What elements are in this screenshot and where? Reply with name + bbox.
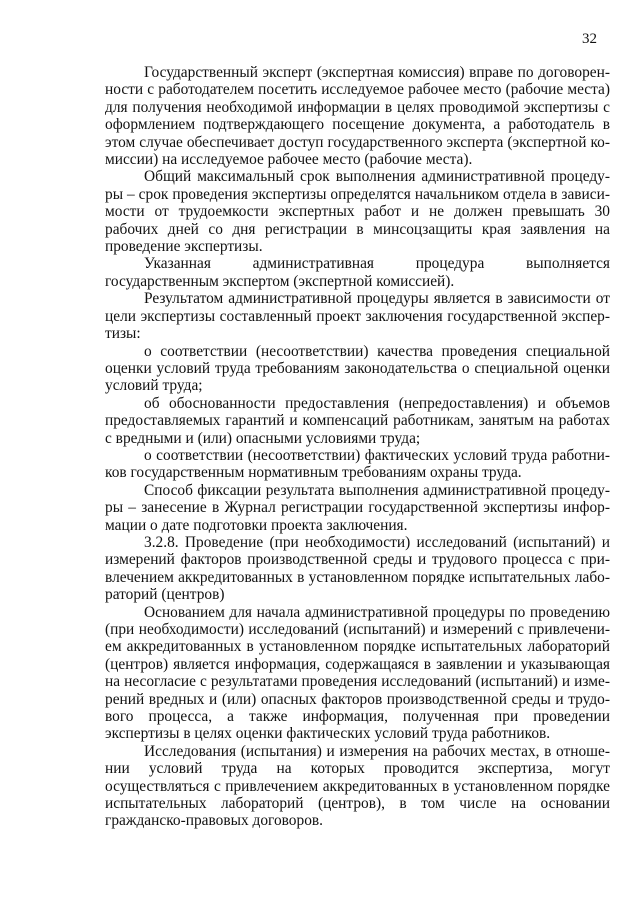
paragraph-measurements: Исследования (испытания) и измерения на рабочих местах, в отношении условий труда на которых проводится экспертиза, могут осуществляться с привлечением аккредитованных в установленном порядке испытательных лабораторий (центров), в том числе на основании гражданско-правовых договоров. — [105, 742, 610, 830]
paragraph-max-term: Общий максимальный срок выполнения административной процедуры – срок проведения экспертизы определятся начальником отдела в зависимости от трудоемкости экспертных работ и не должен превышать 30 рабочих дней со дня регистрации в минсоцзащиты края заявления на проведение экспертизы. — [105, 168, 610, 256]
paragraph-section-3-2-8: 3.2.8. Проведение (при необходимости) исследований (испытаний) и измерений факторов производственной среды и трудового процесса с привлечением аккредитованных в установленном порядке испытательных лабораторий (центров) — [105, 533, 610, 604]
paragraph-result-item-quality: о соответствии (несоответствии) качества проведения специальной оценки условий труда требованиям законодательства о специальной оценки условий труда; — [105, 342, 610, 395]
document-body — [105, 64, 610, 830]
paragraph-fixation-method: Способ фиксации результата выполнения административной процедуры – занесение в Журнал регистрации государственной экспертизы информации о дате подготовки проекта заключения. — [105, 481, 610, 534]
page-number: 32 — [582, 31, 597, 47]
paragraph-result-item-guarantees: об обоснованности предоставления (непредоставления) и объемов предоставляемых гарантий и компенсаций работникам, занятым на работах с вредными и (или) опасными условиями труда; — [105, 394, 610, 447]
paragraph-expert-visit: Государственный эксперт (экспертная комиссия) вправе по договоренности с работодателем посетить исследуемое рабочее место (рабочие места) для получения необходимой информации в целях проводимой экспертизы с оформлением подтверждающего посещение документа, а работодатель в этом случае обеспечивает доступ государственного эксперта (экспертной комиссии) на исследуемое рабочее место (рабочие места). — [105, 64, 610, 169]
paragraph-result: Результатом административной процедуры является в зависимости от цели экспертизы составленный проект заключения государственной экспертизы: — [105, 290, 610, 343]
paragraph-performer: Указанная административная процедура выполняется государственным экспертом (экспертной комиссией). — [105, 255, 610, 290]
paragraph-result-item-conditions: о соответствии (несоответствии) фактических условий труда работников государственным нормативным требованиям охраны труда. — [105, 446, 610, 482]
paragraph-procedure-basis: Основанием для начала административной процедуры по проведению (при необходимости) исследований (испытаний) и измерений с привлечением аккредитованных в установленном порядке испытательных лабораторий (центров) является информация, содержащаяся в заявлении и указывающая на несогласие с результатами проведения исследований (испытаний) и измерений вредных и (или) опасных факторов производственной среды и трудового процесса, а также информация, полученная при проведении экспертизы в целях оценки фактических условий труда работников. — [105, 603, 610, 743]
